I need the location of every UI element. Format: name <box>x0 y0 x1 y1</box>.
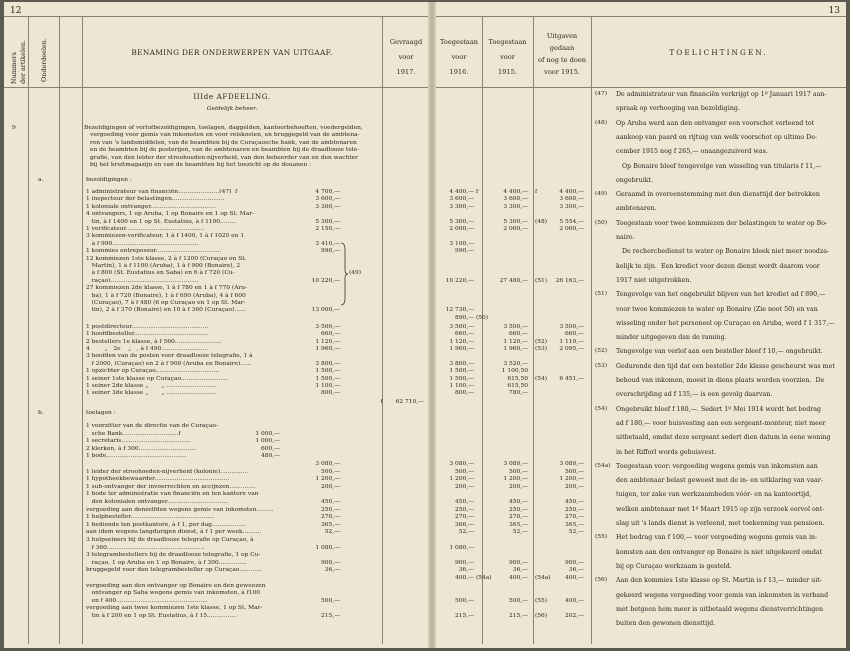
subtotal-a: f 62 710,— <box>380 399 424 405</box>
note-line: wisseling onder het personeel op Curaçao en Aruba, werd f 1 317,— <box>616 319 835 327</box>
line-item: f 360.................................................... <box>86 544 205 551</box>
note-line: uitbetaald, omdat deze sergeant sedert dien datum in eene woning <box>616 434 831 442</box>
figure-marker: (54) <box>535 375 548 382</box>
figure-uitgaven: 5 554,— <box>559 218 584 225</box>
note-line: overschrijding ad f 135,— is een gevolg daarvan. <box>616 391 773 399</box>
figure-uitgaven: 900,— <box>564 559 584 566</box>
figure-uitgaven: 52,— <box>568 529 584 536</box>
figure-marker: (55) <box>535 597 548 604</box>
left-page <box>4 2 428 648</box>
note-line: ad f 180,— voor huisvesting aan een sergeant-monteur, niet meer <box>616 419 826 427</box>
figure-1915: 1 120,— <box>503 338 528 345</box>
note-line: bij op Curaçao werkzaam is gesteld. <box>616 562 732 570</box>
note-line: De administrateur van financiën verkrijgt op 1º Januari 1917 aan- <box>616 91 827 98</box>
line-item: en f 400................................................. <box>86 597 208 604</box>
figure-1916: 36,— <box>458 567 474 574</box>
line-item: ontvanger op Saba wegens gemis van inkomsten, à f100 <box>86 590 261 597</box>
note-line: ongebruikt. <box>616 176 654 184</box>
figure-1915: 1 100,50 <box>501 368 528 375</box>
col-header-voor-1915-b: voor 1915. <box>544 68 580 76</box>
amount: 1 100,— <box>315 382 340 389</box>
figure-1916: 2 000,— <box>449 226 474 232</box>
figure-uitgaven: 4 400,— <box>559 189 584 195</box>
amount: 1 200,— <box>315 476 340 483</box>
col-header-voor-1916: voor <box>451 53 467 61</box>
amount: 500,— <box>320 468 340 475</box>
note-line: in het Rifforl words gehuisvest. <box>616 448 717 456</box>
figure-marker: (52) <box>535 338 548 345</box>
amount: 1 500,— <box>315 375 340 382</box>
article-number: 9 <box>12 125 16 131</box>
amount: 3 600,— <box>315 196 340 203</box>
amount: 5 300,— <box>315 218 340 225</box>
note-line: behoud van inkomen, moest in diens plaats worden voorzien. De <box>616 377 825 384</box>
figure-1916: 215,— <box>454 613 474 619</box>
figure-uitgaven: 3 080,— <box>559 461 584 467</box>
amount: 1 120,— <box>315 338 340 345</box>
figure-1916: 500,— <box>454 468 474 475</box>
figure-marker: (54a) <box>476 575 492 581</box>
amount: 2 150,— <box>315 226 340 232</box>
figure-1915: 5 300,— <box>503 218 528 225</box>
figure-1915: 3 500,— <box>503 323 528 330</box>
figure-1916: 1 200,— <box>449 476 474 483</box>
figure-1916: 1 960,— <box>449 345 474 352</box>
col-header-toegestaan-1916: Toegestaan <box>439 38 479 46</box>
amount: 3 300,— <box>315 203 340 210</box>
note-line: naire. <box>616 234 635 241</box>
figure-1916: 250,— <box>454 506 474 513</box>
amount: 900,— <box>320 559 340 566</box>
figure-1916: 900,— <box>454 559 474 566</box>
part-a-label: bezoldigingen : <box>86 177 132 183</box>
amount: 1 080,— <box>315 544 340 551</box>
col-header-year-1915: 1915. <box>498 68 517 76</box>
line-item: 1 postdirecteur......................................... <box>86 323 209 330</box>
line-item: f 2000, (Curaçao) en 2 à f 900 (Aruba en Bonaire)...... <box>86 360 252 367</box>
article-line: grafie, van den leider der stroohoeden-nijverheid, van den beheerder van en den wachter <box>90 154 358 161</box>
sub-amount: 1 000,— <box>255 438 280 445</box>
figure-1915: 615,50 <box>507 382 528 389</box>
right-page-number: 13 <box>828 6 840 16</box>
note-line: kelijk te zijn. Een kredict voor dezen dienst wordt daarom voor <box>616 262 820 270</box>
line-item: 2 bestellers 1e klasse, à f 560......................... <box>86 338 222 345</box>
note-line: Gedurende den tijd dat een besteller 2de klasse gescheurst was met <box>616 362 835 370</box>
left-page-number: 12 <box>10 6 22 16</box>
col-header-year-1916: 1916. <box>449 68 469 76</box>
line-item: 1 hoofdbesteller........................................ <box>86 331 209 338</box>
figure-1916: 800,— <box>454 390 474 397</box>
figure-1916: 3 080,— <box>449 461 474 467</box>
note-number: (51) <box>595 291 608 298</box>
figure-1916: 1 120,— <box>449 338 474 345</box>
note-line: slag uit 's lands dienst is verleend, met toekenning van pensioen. <box>616 520 825 527</box>
note-line: met betgeen hem meer is uitbetaald wegens dienstverrichtingen <box>616 605 824 613</box>
figure-1916: 1 500,— <box>449 368 474 375</box>
amount: 3 080,— <box>315 461 340 467</box>
note-line: Tengevolge van verlof aan een besteller bleef f 10,— ongebruikt. <box>616 348 823 356</box>
figure-1915: 52,— <box>512 529 528 536</box>
figure-1915: 900,— <box>508 559 528 566</box>
figure-uitgaven: 202,— <box>564 613 584 619</box>
amount: 1 960,— <box>315 345 340 352</box>
line-item: 1 bode ter administratie van financiën en ten kantore van <box>86 491 259 498</box>
figure-1916: 3 100,— <box>449 240 474 247</box>
figure-1915: 1 200,— <box>503 476 528 483</box>
figure-1916: 500,— <box>454 597 474 604</box>
article-line: bij het kruitmagazijn en van de beambten bij het toezicht op de douanen : <box>90 162 312 168</box>
note-number: (48) <box>595 119 608 126</box>
note-number: (54) <box>595 405 608 412</box>
note-line: cember 1915 nog f 265,— onaangezuiverd was. <box>616 148 768 156</box>
note-line: voor twee kommiezen te water op Bonaire (Zie noot 50) en van <box>616 305 818 313</box>
figure-uitgaven: 270,— <box>564 514 584 521</box>
amount: 52,— <box>324 529 340 536</box>
figure-1916: 270,— <box>454 514 474 521</box>
line-item: 12 kommiezen 1ste klasse, 2 à f 1200 (Curaçao en St. <box>86 255 247 262</box>
amount: 365,— <box>320 521 340 528</box>
line-item: bruggegeld voor den telegrambesteller op Curaçao............ <box>86 567 262 574</box>
figure-1915: 400,— <box>508 575 528 581</box>
figure-uitgaven: 1 200,— <box>559 476 584 483</box>
note-number: (56) <box>595 577 608 584</box>
figure-uitgaven: 400,— <box>564 597 584 604</box>
figure-marker: (51) <box>535 277 548 284</box>
line-item: à f 800 (St. Eustatius en Saba) en 6 à f 720 (Cu- <box>86 270 235 277</box>
figure-1915: 3 300,— <box>503 203 528 210</box>
note-line: aankoop van paard en rijtuig van welk voorschot op ultimo De- <box>616 133 818 141</box>
line-item: 3 hulpseiners bij de draadlooze telegrafie op Curaçao, à <box>86 537 254 543</box>
right-page <box>436 2 846 648</box>
figure-1915: 450,— <box>508 499 528 505</box>
line-item: 1 administrateur van financiën......................(47) f <box>86 189 238 195</box>
amount: 36,— <box>324 567 340 574</box>
figure-1916: 1 100,— <box>449 382 474 389</box>
line-item: 4 ontvangers, 1 op Aruba, 1 op Bonaire en 1 op St. Mar- <box>86 211 255 218</box>
figure-1916: 1 500,— <box>449 375 474 382</box>
figure-uitgaven: 26 163,— <box>555 277 584 284</box>
book-gutter <box>428 2 436 648</box>
part-b-label: toelagen : <box>86 410 116 416</box>
figure-1916: 1 080,— <box>449 544 474 551</box>
figure-1916: 3 500,— <box>449 323 474 330</box>
line-item: tin à f 200 en 1 op St. Eustatius, à f 15................ <box>86 613 237 619</box>
amount: 215,— <box>320 613 340 619</box>
article-line: en de beambten bij de posterijen, van de ambtenaren en beambten bij de draadlooze tele- <box>90 147 360 154</box>
amount: 500,— <box>320 597 340 604</box>
sub-amount: 480,— <box>260 453 280 460</box>
line-item: 1 seiner 1ste klasse op Curaçao......................... <box>86 375 228 382</box>
line-item: à f 990.............................................. <box>86 240 199 247</box>
figure-1915: 36,— <box>512 567 528 574</box>
figure-1915: 780,— <box>508 390 528 397</box>
note-line: Het bedrag van f 100,— voor vergoeding wegens gemis van in- <box>616 534 818 542</box>
line-item: (Curaçao), 7 à f 480 (6 op Curaçao en 1 op St. Mar- <box>86 300 246 306</box>
amount: 250,— <box>320 506 340 513</box>
note-number: (53) <box>595 362 608 369</box>
figure-uitgaven: 3 500,— <box>559 323 584 330</box>
line-item: 1 verificateur.......................................... <box>86 226 205 232</box>
line-item: 3 hoofden van de posten voor draadlooze telegrafie, 1 à <box>86 353 253 360</box>
figure-1916: 200,— <box>454 483 474 490</box>
figure-marker: (48) <box>535 218 548 225</box>
amount: 660,— <box>320 331 340 338</box>
brace-49-label: (49) <box>349 270 362 276</box>
note-line: Toegestaan voor twee kommiezen der belastingen te water op Bo- <box>616 219 828 227</box>
article-line: vergoeding voor gemis van inkomsten en voor reiskosten, en bruggegeld van de ambtena- <box>90 132 360 139</box>
figure-uitgaven: 365,— <box>564 521 584 528</box>
note-line: Op Bonaire bleef tengevolge van wisseling van titularis f 11,— <box>616 162 822 170</box>
amount: 800,— <box>320 390 340 397</box>
figure-1915: 3 080,— <box>503 461 528 467</box>
figure-marker: f <box>476 189 479 195</box>
sub-amount: 1 000,— <box>255 430 280 437</box>
line-item: ba), 1 à f 720 (Bonaire), 1 à f 690 (Aruba), 4 à f 600 <box>86 292 246 299</box>
col-header-voor: voor <box>398 53 414 61</box>
figure-1916: 52,— <box>458 529 474 536</box>
figure-1915: 615,50 <box>507 375 528 382</box>
line-item: raçao)............................................... <box>86 277 199 284</box>
figure-uitgaven: 500,— <box>564 468 584 475</box>
col-header-artikelen: der artikelen. <box>19 39 27 84</box>
line-item: 1 secretaris..................................... <box>86 438 191 445</box>
col-header-year: 1917. <box>396 68 416 76</box>
amount: 450,— <box>320 499 340 505</box>
amount: 270,— <box>320 514 340 521</box>
figure-1916: 660,— <box>454 331 474 338</box>
line-item: tin, à f 1400 en 1 op St. Eustatius, à f 1100......... <box>86 218 237 225</box>
note-line: buiten den gewonen diensttijd. <box>616 620 716 628</box>
figure-1916: 3 600,— <box>449 196 474 203</box>
article-line: ren van 's landsmiddelen, van de beambten bij de Curaçaosche bank, van de ambtenaren <box>90 139 357 146</box>
note-number: (47) <box>595 91 608 97</box>
figure-1916: 366,— <box>454 521 474 528</box>
line-item: 1 seiner 3de klasse „ „ ........................... <box>86 390 217 397</box>
note-line: Op Aruba werd aan den ontvanger een voorschot verleend tot <box>616 119 815 127</box>
figure-1915: 200,— <box>508 483 528 490</box>
note-line: tuigen, ter zake van werkzaamheden vóór- en na kantoortijd, <box>616 491 812 499</box>
line-item: Martin), 1 à f 1100 (Aruba), 1 à f 900 (Bonaire), 2 <box>86 263 241 269</box>
note-line: den ambtenaar belast geweest met de in- en uitklaring van vaar- <box>616 477 823 485</box>
note-line: welken ambtenaar met 1º Maart 1915 op zijn verzoek eervol ont- <box>616 505 825 513</box>
figure-1916: 400,— <box>454 575 474 581</box>
note-number: (50) <box>595 219 608 226</box>
part-a-letter: a. <box>38 177 44 183</box>
line-item: tin), 2 à f 370 (Bonaire) en 10 à f 360 (Curaçao)...... <box>86 307 246 314</box>
line-item: 1 voorzitter van de directie van de Curaçao- <box>86 423 218 429</box>
figure-marker: f <box>535 189 538 195</box>
figure-1916: 12 730,— <box>445 307 474 314</box>
amount: 990,— <box>320 248 340 255</box>
note-number: (55) <box>595 534 608 541</box>
figure-marker: (54a) <box>535 575 551 581</box>
figure-marker: (56) <box>535 613 548 619</box>
figure-uitgaven: 1 110,— <box>559 338 584 345</box>
figure-uitgaven: 2 000,— <box>559 226 584 232</box>
line-item: 1 koloniale ontvanger................................... <box>86 203 216 210</box>
line-item: 1 bode........................................... <box>86 453 187 460</box>
col-header-uitgaven: Uitgaven <box>546 32 578 40</box>
line-item: vergoeding aan denzelfden wegens gemis van inkomsten......... <box>86 506 274 513</box>
note-line: Aan den kommies 1ste klasse op St. Martin is f 13,— minder uit- <box>616 577 822 585</box>
line-item: vergoeding aan den ontvanger op Bonaire en den geweezen <box>86 582 266 589</box>
amount: 10 220,— <box>311 277 340 284</box>
figure-1916: 10 220,— <box>445 277 474 284</box>
figure-1915: 4 400,— <box>503 189 528 195</box>
line-item: 1 hypotheekbewaarder........................................ <box>86 476 230 483</box>
amount: 200,— <box>320 483 340 490</box>
line-item: raçao, 1 op Aruba en 1 op Bonaire, à f 300............... <box>86 559 247 566</box>
col-header-onderdeelen: Onderdeelen. <box>40 38 48 82</box>
figure-uitgaven: 400,— <box>564 575 584 581</box>
note-line: komsten aan den ontvanger op Bonaire is niet uitgekeerd omdat <box>616 548 823 556</box>
note-line: ambtenaren. <box>616 205 657 213</box>
figure-1915: 215,— <box>508 613 528 619</box>
figure-1916: 990,— <box>454 248 474 255</box>
figure-1916: 890,— <box>454 314 474 321</box>
note-number: (52) <box>595 348 608 355</box>
figure-1916: 3 800,— <box>449 360 474 367</box>
note-line: gekeerd wegens vergoeding voor gemis van inkomsten in verband <box>616 591 829 599</box>
figure-uitgaven: 200,— <box>564 483 584 490</box>
amount: 3 410,— <box>315 240 340 247</box>
figure-1915: 270,— <box>508 514 528 521</box>
col-header-gevraagd: Gevraagd <box>389 38 423 46</box>
line-item: 1 inspecteur der belastingen............................ <box>86 196 225 203</box>
line-item: den kolonialen ontvanger................................. <box>86 499 229 505</box>
line-item: 1 hulpbesteller............................................. <box>86 514 215 521</box>
col-header-toegestaan-1915: Toegestaan <box>488 38 527 46</box>
line-item: 1 seiner 2de klasse „ „ ........................... <box>86 382 217 389</box>
amount: 3 500,— <box>315 323 340 330</box>
figure-uitgaven: 660,— <box>564 331 584 338</box>
col-header-benaming: BENAMING DER ONDERWERPEN VAN UITGAAF. <box>131 48 333 57</box>
figure-1915: 660,— <box>508 331 528 338</box>
figure-1916: 450,— <box>454 499 474 505</box>
figure-uitgaven: 250,— <box>564 506 584 513</box>
figure-1916: 5 300,— <box>449 218 474 225</box>
figure-1915: 250,— <box>508 506 528 513</box>
col-header-gedaan: gedaan <box>549 44 575 52</box>
figure-marker: (50) <box>476 314 489 321</box>
line-item: 1 bediende ten postkantore, à f 1, per dag.................. <box>86 521 246 528</box>
line-item: sche Bank..............................f <box>86 430 181 437</box>
amount: 4 700,— <box>315 189 340 195</box>
figure-marker: (53) <box>535 345 548 352</box>
figure-1915: 3 600,— <box>503 196 528 203</box>
figure-uitgaven: 450,— <box>564 499 584 505</box>
figure-1916: 4 400,— <box>449 189 474 195</box>
figure-1915: 27 480,— <box>499 277 528 284</box>
figure-uitgaven: 2 095,— <box>559 345 584 352</box>
brace-49 <box>340 242 348 306</box>
article-line: Bezoldigingen of verlofbezoldigingen, toelagen, daggelden, kantoorbehoeften, voedergelden, <box>84 125 363 131</box>
part-b-letter: b. <box>38 410 44 416</box>
section-subtitle: Geldelijk beheer. <box>206 106 258 112</box>
figure-1915: 1 960,— <box>503 345 528 352</box>
col-header-nog-te-doen: of nog te doen <box>537 56 587 64</box>
note-line: Toegestaan voor: vergoeding wegens gemis van inkomsten aan <box>616 462 818 470</box>
note-line: Ongebruikt bleef f 180,—. Sedert 1º Mei 1914 wordt het bedrag <box>616 405 822 413</box>
col-header-voor-1915: voor <box>500 53 515 61</box>
note-number: (49) <box>595 191 608 198</box>
figure-1915: 2 000,— <box>503 226 528 232</box>
col-header-toelichtingen: TOELICHTINGEN. <box>669 48 768 57</box>
line-item: 3 telegrambestellers bij de draadlooze telegrafie, 1 op Cu- <box>86 552 261 559</box>
line-item: 1 leider der stroohoeden-nijverheid (kolonie)............... <box>86 468 249 475</box>
figure-1915: 500,— <box>508 597 528 604</box>
figure-uitgaven: 3 300,— <box>559 203 584 210</box>
note-line: minder uitgegeven dan de raming. <box>616 334 727 342</box>
line-item: 1 sub-ontvanger der invoerrechten en accijnzen.............. <box>86 483 256 490</box>
line-item: 3 kommiezen-verificateur, 1 à f 1400, 1 à f 1020 en 1 <box>86 233 245 240</box>
figure-uitgaven: 3 600,— <box>559 196 584 203</box>
figure-uitgaven: 6 451,— <box>559 375 584 382</box>
note-line: De recherchedienst te water op Bonaire bleek niet meer noodza- <box>616 248 830 256</box>
sub-amount: 600,— <box>260 445 280 452</box>
line-item: 4 „ 2e „ , à f 490......................... <box>86 345 209 352</box>
line-item: 1 kommies entreposeur................................... <box>86 248 222 255</box>
note-line: spraak op verhooging van bezoldiging. <box>616 105 740 113</box>
line-item: vergoeding aan twee kommiezen 1ste klasse, 1 op St. Mar- <box>86 605 263 612</box>
section-title: IIIde AFDEELING. <box>193 92 271 101</box>
amount: 13 000,— <box>311 307 340 314</box>
amount: 3 800,— <box>315 360 340 367</box>
col-header-nummers: Nummers <box>10 52 18 84</box>
line-item: 2 klerken, à f 300............................... <box>86 445 197 452</box>
amount: 1 500,— <box>315 368 340 375</box>
figure-1916: 3 300,— <box>449 203 474 210</box>
book-spread <box>4 2 846 648</box>
line-item: 27 kommiezen 2de klasse, 1 à f 780 en 1 à f 770 (Aru- <box>86 285 248 292</box>
figure-1915: 500,— <box>508 468 528 475</box>
line-item: 1 opzichter op Curaçao.................................. <box>86 368 220 375</box>
note-number: (54a) <box>595 462 611 469</box>
note-line: 1917 niet uitgetrokken. <box>616 276 692 284</box>
figure-uitgaven: 36,— <box>568 567 584 574</box>
line-item: aan idem wegens langdurigen dienst, à f 1 per week.......... <box>86 529 262 536</box>
figure-1915: 365,— <box>508 521 528 528</box>
note-line: Tengevolge van het ongebruikt blijven van het krediet ad f 890,— <box>616 291 826 299</box>
note-line: Geraamd in overeenstemming met den diensttijd der betrokken <box>616 191 820 199</box>
figure-1915: 3 520,— <box>503 360 528 367</box>
